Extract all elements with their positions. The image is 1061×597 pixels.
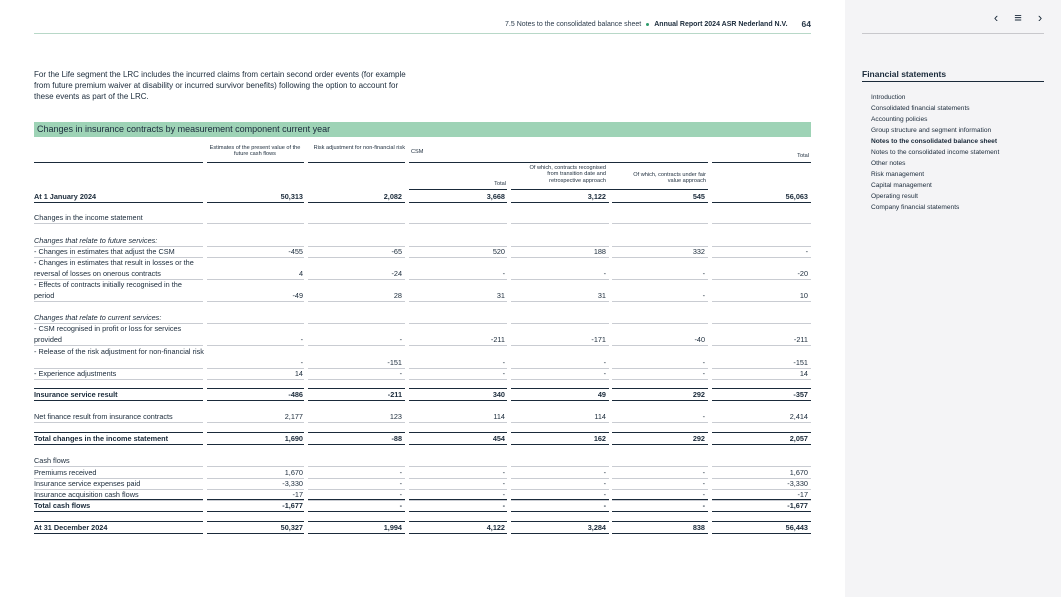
row-rule [712, 521, 811, 522]
row-rule [712, 533, 811, 534]
row-rule [712, 432, 811, 433]
cell-value: 3,284 [587, 523, 606, 532]
row-label: - Experience adjustments [34, 369, 117, 378]
row-rule [511, 511, 609, 512]
cell-value: - [702, 501, 705, 510]
intro-paragraph: For the Life segment the LRC includes the incurred claims from certain second order events (for example from future premium waiver at disability or incurred survivor benefits) following the option to account for these events as part of the LRC. [34, 70, 406, 101]
cell-value: - [399, 490, 402, 499]
row-label: Insurance acquisition cash flows [34, 490, 139, 499]
row-rule [34, 388, 203, 389]
sidebar-link[interactable]: Consolidated financial statements [871, 105, 970, 112]
cell-value: 332 [692, 247, 705, 256]
cell-value: - [399, 479, 402, 488]
col-header-fair-value: Of which, contracts under fair value approach [633, 172, 706, 185]
cell-value: 545 [692, 192, 705, 201]
row-label: - Effects of contracts initially recognised in the period [34, 280, 182, 300]
table-row [34, 279, 811, 301]
cell-value: - [702, 490, 705, 499]
table-row [34, 433, 811, 444]
cell-value: -1,677 [787, 501, 808, 510]
table-row [34, 191, 811, 202]
col-header-csm-total: Total [494, 181, 506, 187]
row-rule [308, 400, 405, 401]
row-rule [207, 511, 304, 512]
cell-value: - [399, 369, 402, 378]
sidebar-link[interactable]: Notes to the consolidated balance sheet [871, 138, 998, 145]
row-rule [308, 422, 405, 423]
row-rule [612, 444, 708, 445]
table-row [34, 212, 811, 223]
cell-value: -88 [391, 434, 402, 443]
row-label: - CSM recognised in profit or loss for services provided [34, 324, 182, 344]
cell-value: -211 [387, 390, 402, 399]
row-rule [34, 301, 203, 302]
cell-value: 1,670 [284, 468, 303, 477]
chevron-right-icon[interactable]: › [1037, 9, 1043, 25]
row-rule [207, 301, 304, 302]
sidebar-link[interactable]: Operating result [871, 193, 918, 200]
cell-value: -151 [387, 358, 402, 367]
cell-value: -65 [391, 247, 402, 256]
cell-value: 292 [692, 434, 705, 443]
row-label: Cash flows [34, 456, 70, 465]
row-rule [207, 400, 304, 401]
cell-value: -17 [797, 490, 808, 499]
cell-value: -211 [490, 335, 505, 344]
nav-controls [985, 9, 1051, 25]
cell-value: -40 [694, 335, 705, 344]
row-rule [612, 533, 708, 534]
breadcrumb[interactable]: 7.5 Notes to the consolidated balance sheet [505, 20, 642, 28]
report-title: Annual Report 2024 ASR Nederland N.V. [654, 20, 788, 28]
cell-value: 292 [692, 390, 705, 399]
cell-value: - [702, 369, 705, 378]
row-rule [34, 432, 203, 433]
cell-value: - [702, 468, 705, 477]
cell-value: - [603, 369, 606, 378]
cell-value: 2,177 [284, 412, 303, 421]
row-label: - Changes in estimates that result in losses or the reversal of losses on onerous contracts [34, 258, 194, 278]
row-rule [34, 379, 203, 380]
row-rule [409, 521, 507, 522]
cell-value: - [502, 269, 505, 278]
col-header-total: Total [797, 153, 809, 159]
table-row [34, 455, 811, 466]
row-rule [712, 379, 811, 380]
cell-value: 28 [393, 291, 402, 300]
row-rule [712, 202, 811, 203]
sidebar-title-rule [862, 81, 1044, 82]
row-rule [207, 202, 304, 203]
cell-value: - [603, 501, 606, 510]
table-title: Changes in insurance contracts by measurement component current year [34, 122, 811, 137]
cell-value: 31 [597, 291, 606, 300]
cell-value: 114 [594, 412, 606, 421]
cell-value: 4,122 [486, 523, 505, 532]
header-rule [409, 162, 708, 163]
header-rule [511, 189, 708, 190]
cell-value: 2,057 [789, 434, 808, 443]
cell-value: - [399, 468, 402, 477]
cell-value: - [603, 479, 606, 488]
row-rule [34, 202, 203, 203]
cell-value: - [805, 247, 808, 256]
cell-value: - [399, 335, 402, 344]
col-header-present-value: Estimates of the present value of the future cash flows [209, 145, 301, 158]
row-rule [612, 422, 708, 423]
menu-icon[interactable]: ≡ [1014, 9, 1022, 25]
cell-value: 49 [597, 390, 606, 399]
header-rule [712, 162, 811, 163]
row-rule [34, 521, 203, 522]
cell-value: -17 [292, 490, 303, 499]
cell-value: -357 [793, 390, 808, 399]
row-rule [207, 379, 304, 380]
row-rule [612, 499, 708, 500]
row-rule [612, 379, 708, 380]
cell-value: - [502, 479, 505, 488]
row-rule [612, 202, 708, 203]
header-divider [34, 33, 811, 34]
cell-value: 50,313 [280, 192, 303, 201]
cell-value: 4 [298, 269, 303, 278]
cell-value: 454 [492, 434, 505, 443]
row-rule [409, 388, 507, 389]
row-rule [409, 499, 507, 500]
row-rule [409, 533, 507, 534]
row-rule [511, 499, 609, 500]
cell-value: 340 [492, 390, 505, 399]
row-rule [207, 499, 304, 500]
row-rule [712, 444, 811, 445]
row-rule [308, 444, 405, 445]
table-row [34, 522, 811, 533]
row-label: At 1 January 2024 [34, 192, 97, 201]
row-label: Changes that relate to current services: [34, 313, 162, 322]
cell-value: - [502, 490, 505, 499]
row-rule [308, 499, 405, 500]
row-rule [511, 202, 609, 203]
table-row [34, 389, 811, 400]
table-row [34, 235, 811, 246]
row-rule [409, 444, 507, 445]
row-rule [308, 223, 405, 224]
row-label: Net finance result from insurance contracts [34, 412, 173, 421]
row-rule [409, 511, 507, 512]
sidebar-title: Financial statements [862, 69, 947, 79]
cell-value: 14 [799, 369, 808, 378]
row-rule [308, 511, 405, 512]
row-rule [612, 511, 708, 512]
separator-dot [646, 23, 649, 26]
cell-value: - [399, 501, 402, 510]
cell-value: - [702, 358, 705, 367]
row-rule [409, 422, 507, 423]
row-rule [409, 202, 507, 203]
table-row [34, 323, 811, 345]
header-rule [34, 162, 203, 163]
row-rule [207, 533, 304, 534]
row-rule [511, 223, 609, 224]
row-rule [612, 400, 708, 401]
cell-value: - [603, 468, 606, 477]
row-rule [409, 223, 507, 224]
cell-value: 3,122 [587, 192, 606, 201]
row-rule [34, 422, 203, 423]
cell-value: - [603, 269, 606, 278]
cell-value: -486 [288, 390, 303, 399]
row-rule [511, 521, 609, 522]
row-label: Insurance service result [34, 390, 118, 399]
table-row [34, 257, 811, 279]
sidebar-divider [862, 33, 1044, 34]
cell-value: -1,677 [282, 501, 303, 510]
cell-value: 123 [389, 412, 402, 421]
cell-value: 1,670 [789, 468, 808, 477]
row-rule [712, 301, 811, 302]
sidebar-link[interactable]: Group structure and segment information [871, 127, 992, 134]
col-header-transition: Of which, contracts recognised from transition date and retrospective approach [529, 165, 606, 184]
cell-value: 162 [593, 434, 606, 443]
cell-value: 1,994 [383, 523, 402, 532]
row-rule [34, 533, 203, 534]
row-rule [409, 301, 507, 302]
table-row [34, 467, 811, 478]
header-rule [409, 189, 507, 190]
cell-value: - [702, 479, 705, 488]
cell-value: -151 [793, 358, 808, 367]
row-rule [612, 521, 708, 522]
cell-value: 1,690 [284, 434, 303, 443]
cell-value: -3,330 [787, 479, 808, 488]
row-rule [511, 379, 609, 380]
sidebar-link[interactable]: Capital management [871, 182, 932, 189]
cell-value: 50,327 [280, 523, 303, 532]
cell-value: 56,443 [785, 523, 808, 532]
sidebar-links [871, 92, 1046, 213]
cell-value: - [702, 291, 705, 300]
row-rule [308, 521, 405, 522]
row-rule [712, 388, 811, 389]
table-row [34, 346, 811, 368]
chevron-left-icon[interactable]: ‹ [993, 9, 999, 25]
row-rule [34, 400, 203, 401]
cell-value: 2,082 [383, 192, 402, 201]
row-rule [34, 499, 203, 500]
row-label: At 31 December 2024 [34, 523, 108, 532]
cell-value: 2,414 [789, 412, 808, 421]
cell-value: -455 [288, 247, 303, 256]
cell-value: 520 [492, 247, 505, 256]
row-label: - Changes in estimates that adjust the CSM [34, 247, 175, 256]
row-rule [308, 388, 405, 389]
sidebar-link[interactable]: Introduction [871, 94, 906, 101]
row-rule [34, 444, 203, 445]
row-rule [207, 422, 304, 423]
row-rule [612, 388, 708, 389]
cell-value: 188 [593, 247, 606, 256]
row-rule [712, 499, 811, 500]
cell-value: -24 [391, 269, 402, 278]
row-rule [308, 301, 405, 302]
cell-value: 3,668 [486, 192, 505, 201]
row-rule [308, 533, 405, 534]
cell-value: -49 [292, 291, 303, 300]
row-rule [308, 432, 405, 433]
sidebar-link[interactable]: Notes to the consolidated income statement [871, 149, 1000, 156]
table-row [34, 411, 811, 422]
row-label: Insurance service expenses paid [34, 479, 141, 488]
row-rule [511, 533, 609, 534]
cell-value: - [502, 369, 505, 378]
cell-value: -211 [793, 335, 808, 344]
row-rule [511, 422, 609, 423]
row-rule [207, 521, 304, 522]
row-rule [409, 432, 507, 433]
row-label: Changes in the income statement [34, 213, 143, 222]
sidebar [845, 0, 1061, 597]
row-rule [712, 400, 811, 401]
row-label: Premiums received [34, 468, 97, 477]
row-rule [511, 444, 609, 445]
row-rule [511, 400, 609, 401]
page-number: 64 [801, 19, 811, 29]
row-rule [612, 301, 708, 302]
row-rule [207, 388, 304, 389]
row-label: Total cash flows [34, 501, 91, 510]
row-rule [207, 444, 304, 445]
col-header-risk-adjustment: Risk adjustment for non-financial risk [313, 145, 405, 151]
row-rule [612, 223, 708, 224]
row-label: Total changes in the income statement [34, 434, 169, 443]
cell-value: 14 [294, 369, 303, 378]
row-rule [612, 432, 708, 433]
row-label: - Release of the risk adjustment for non-financial risk [34, 347, 204, 356]
header-rule [308, 162, 405, 163]
page-header [34, 14, 811, 34]
row-rule [409, 379, 507, 380]
cell-value: - [702, 269, 705, 278]
cell-value: - [502, 501, 505, 510]
row-rule [712, 511, 811, 512]
row-rule [712, 223, 811, 224]
cell-value: - [603, 490, 606, 499]
table-row [34, 368, 811, 379]
cell-value: 56,063 [785, 192, 808, 201]
cell-value: 10 [799, 291, 808, 300]
row-rule [207, 432, 304, 433]
row-rule [34, 511, 203, 512]
cell-value: - [502, 468, 505, 477]
col-header-csm: CSM [411, 149, 424, 155]
sidebar-link[interactable]: Risk management [871, 171, 925, 178]
cell-value: - [300, 335, 303, 344]
cell-value: -171 [591, 335, 606, 344]
cell-value: 114 [493, 412, 505, 421]
cell-value: -20 [797, 269, 808, 278]
row-rule [308, 379, 405, 380]
row-rule [511, 301, 609, 302]
row-label: Changes that relate to future services: [34, 236, 158, 245]
row-rule [308, 202, 405, 203]
row-rule [207, 223, 304, 224]
row-rule [712, 422, 811, 423]
cell-value: -3,330 [282, 479, 303, 488]
row-rule [511, 432, 609, 433]
cell-value: - [502, 358, 505, 367]
row-rule [511, 388, 609, 389]
cell-value: - [702, 412, 705, 421]
sidebar-link[interactable]: Accounting policies [871, 116, 928, 123]
cell-value: 31 [496, 291, 505, 300]
cell-value: - [603, 358, 606, 367]
sidebar-link[interactable]: Other notes [871, 160, 906, 167]
row-rule [34, 223, 203, 224]
table-row [34, 478, 811, 489]
table-row [34, 312, 811, 323]
cell-value: 838 [692, 523, 705, 532]
table-row [34, 246, 811, 257]
cell-value: - [300, 358, 303, 367]
sidebar-link[interactable]: Company financial statements [871, 204, 960, 211]
table-row [34, 500, 811, 511]
header-rule [207, 162, 304, 163]
row-rule [409, 400, 507, 401]
